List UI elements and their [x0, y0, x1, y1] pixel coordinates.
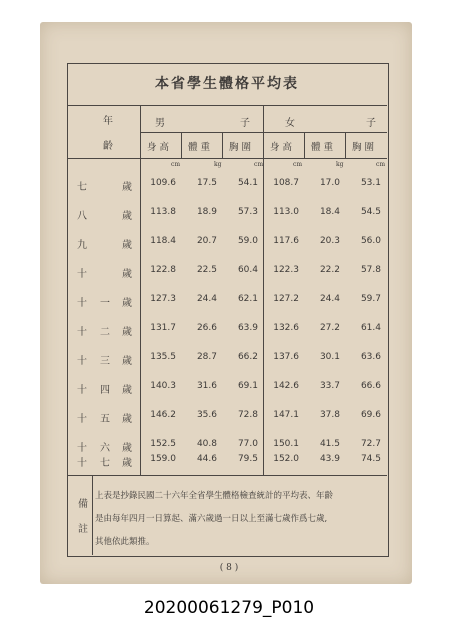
- cell-female-weight: 43.9: [319, 454, 340, 464]
- cell-female-weight: 17.0: [319, 178, 340, 188]
- age-char: 歲: [122, 458, 132, 469]
- cell-male-chest: 79.5: [237, 454, 258, 464]
- cell-female-weight: 22.2: [319, 265, 340, 275]
- age-char: 三: [100, 356, 110, 367]
- age-char: 歲: [122, 240, 132, 251]
- age-char: 一: [100, 298, 110, 309]
- age-char: 歲: [122, 269, 132, 280]
- sub-divider: [181, 132, 182, 158]
- cell-female-chest: 59.7: [360, 294, 381, 304]
- female-chest-header: 胸圍: [352, 142, 378, 153]
- male-header-right: 子: [240, 118, 250, 129]
- cell-female-weight: 41.5: [319, 439, 340, 449]
- cell-female-height: 150.1: [273, 439, 299, 449]
- cell-male-chest: 62.1: [237, 294, 258, 304]
- male-height-header: 身高: [147, 142, 173, 153]
- cell-male-chest: 59.0: [237, 236, 258, 246]
- male-header-left: 男: [155, 118, 165, 129]
- cell-female-height: 113.0: [273, 207, 299, 217]
- cell-female-weight: 24.4: [319, 294, 340, 304]
- cell-male-weight: 20.7: [196, 236, 217, 246]
- cell-female-chest: 66.6: [360, 381, 381, 391]
- cell-male-height: 146.2: [150, 410, 176, 420]
- cell-female-chest: 72.7: [360, 439, 381, 449]
- cell-female-chest: 69.6: [360, 410, 381, 420]
- cell-female-weight: 30.1: [319, 352, 340, 362]
- cell-male-chest: 57.3: [237, 207, 258, 217]
- age-char: 歲: [122, 298, 132, 309]
- cell-male-height: 127.3: [150, 294, 176, 304]
- age-char: 歲: [122, 385, 132, 396]
- cell-female-weight: 27.2: [319, 323, 340, 333]
- cell-male-weight: 22.5: [196, 265, 217, 275]
- age-char: 歲: [122, 443, 132, 454]
- cell-female-height: 152.0: [273, 454, 299, 464]
- table-bottom-line: [67, 475, 387, 476]
- female-weight-header: 體重: [311, 142, 337, 153]
- sub-divider: [222, 132, 223, 158]
- cell-female-chest: 53.1: [360, 178, 381, 188]
- male-weight-header: 體重: [188, 142, 214, 153]
- age-char: 八: [77, 211, 87, 222]
- unit-label: cm: [254, 161, 264, 168]
- sub-divider: [345, 132, 346, 158]
- age-header-bottom: 齡: [103, 141, 113, 152]
- age-char: 五: [100, 414, 110, 425]
- age-char: 十: [77, 414, 87, 425]
- cell-female-height: 142.6: [273, 381, 299, 391]
- cell-female-chest: 61.4: [360, 323, 381, 333]
- cell-female-weight: 37.8: [319, 410, 340, 420]
- note-line: 是由每年四月一日算起、滿六歲過一日以上至滿七歲作爲七歲,: [95, 514, 328, 524]
- cell-male-height: 159.0: [150, 454, 176, 464]
- cell-female-height: 108.7: [273, 178, 299, 188]
- unit-label: kg: [214, 161, 222, 168]
- age-char: 十: [77, 356, 87, 367]
- age-column-divider: [140, 105, 141, 475]
- note-label-bottom: 註: [78, 524, 88, 535]
- unit-label: kg: [336, 161, 344, 168]
- age-char: 歲: [122, 327, 132, 338]
- table-frame: [67, 63, 389, 557]
- age-char: 歲: [122, 211, 132, 222]
- cell-male-weight: 17.5: [196, 178, 217, 188]
- age-char: 十: [77, 443, 87, 454]
- age-header-top: 年: [103, 116, 113, 127]
- age-char: 歲: [122, 182, 132, 193]
- cell-male-height: 152.5: [150, 439, 176, 449]
- cell-female-chest: 57.8: [360, 265, 381, 275]
- unit-label: cm: [376, 161, 386, 168]
- page-title: 本省學生體格平均表: [67, 63, 387, 106]
- age-char: 九: [77, 240, 87, 251]
- cell-female-height: 147.1: [273, 410, 299, 420]
- cell-male-height: 109.6: [150, 178, 176, 188]
- image-caption: 20200061279_P010: [143, 598, 315, 618]
- age-char: 十: [77, 385, 87, 396]
- cell-female-weight: 20.3: [319, 236, 340, 246]
- age-char: 十: [77, 269, 87, 280]
- age-char: 十: [77, 458, 87, 469]
- sub-divider: [304, 132, 305, 158]
- cell-female-height: 137.6: [273, 352, 299, 362]
- cell-male-chest: 77.0: [237, 439, 258, 449]
- female-header-left: 女: [285, 118, 295, 129]
- cell-male-weight: 40.8: [196, 439, 217, 449]
- cell-female-chest: 74.5: [360, 454, 381, 464]
- cell-female-weight: 18.4: [319, 207, 340, 217]
- cell-female-chest: 56.0: [360, 236, 381, 246]
- cell-male-chest: 72.8: [237, 410, 258, 420]
- cell-female-height: 132.6: [273, 323, 299, 333]
- header-bottom-line: [67, 158, 387, 159]
- age-char: 四: [100, 385, 110, 396]
- cell-male-chest: 60.4: [237, 265, 258, 275]
- age-char: 七: [77, 182, 87, 193]
- cell-female-height: 122.3: [273, 265, 299, 275]
- female-header-right: 子: [366, 118, 376, 129]
- cell-male-weight: 35.6: [196, 410, 217, 420]
- cell-male-height: 122.8: [150, 265, 176, 275]
- cell-male-height: 118.4: [150, 236, 176, 246]
- cell-male-weight: 26.6: [196, 323, 217, 333]
- gender-column-divider: [263, 105, 264, 475]
- cell-female-height: 117.6: [273, 236, 299, 246]
- cell-male-weight: 28.7: [196, 352, 217, 362]
- cell-male-chest: 66.2: [237, 352, 258, 362]
- age-char: 七: [100, 458, 110, 469]
- cell-male-height: 135.5: [150, 352, 176, 362]
- unit-label: cm: [171, 161, 181, 168]
- unit-label: cm: [293, 161, 303, 168]
- page-number: ( 8 ): [219, 563, 239, 573]
- age-char: 六: [100, 443, 110, 454]
- note-label-top: 備: [78, 499, 88, 510]
- cell-male-weight: 18.9: [196, 207, 217, 217]
- cell-female-height: 127.2: [273, 294, 299, 304]
- cell-male-weight: 31.6: [196, 381, 217, 391]
- cell-male-chest: 54.1: [237, 178, 258, 188]
- male-chest-header: 胸圍: [229, 142, 255, 153]
- cell-male-height: 140.3: [150, 381, 176, 391]
- age-char: 二: [100, 327, 110, 338]
- cell-female-weight: 33.7: [319, 381, 340, 391]
- cell-male-chest: 69.1: [237, 381, 258, 391]
- note-line: 其他依此類推。: [95, 537, 155, 547]
- cell-male-weight: 24.4: [196, 294, 217, 304]
- cell-male-height: 113.8: [150, 207, 176, 217]
- age-char: 歲: [122, 356, 132, 367]
- cell-male-height: 131.7: [150, 323, 176, 333]
- note-divider: [92, 475, 93, 555]
- age-char: 十: [77, 298, 87, 309]
- age-char: 歲: [122, 414, 132, 425]
- cell-female-chest: 54.5: [360, 207, 381, 217]
- cell-male-chest: 63.9: [237, 323, 258, 333]
- cell-female-chest: 63.6: [360, 352, 381, 362]
- cell-male-weight: 44.6: [196, 454, 217, 464]
- female-height-header: 身高: [270, 142, 296, 153]
- age-char: 十: [77, 327, 87, 338]
- note-line: 上表是抄錄民國二十六年全省學生體格檢査統計的平均表、年齡: [95, 491, 334, 501]
